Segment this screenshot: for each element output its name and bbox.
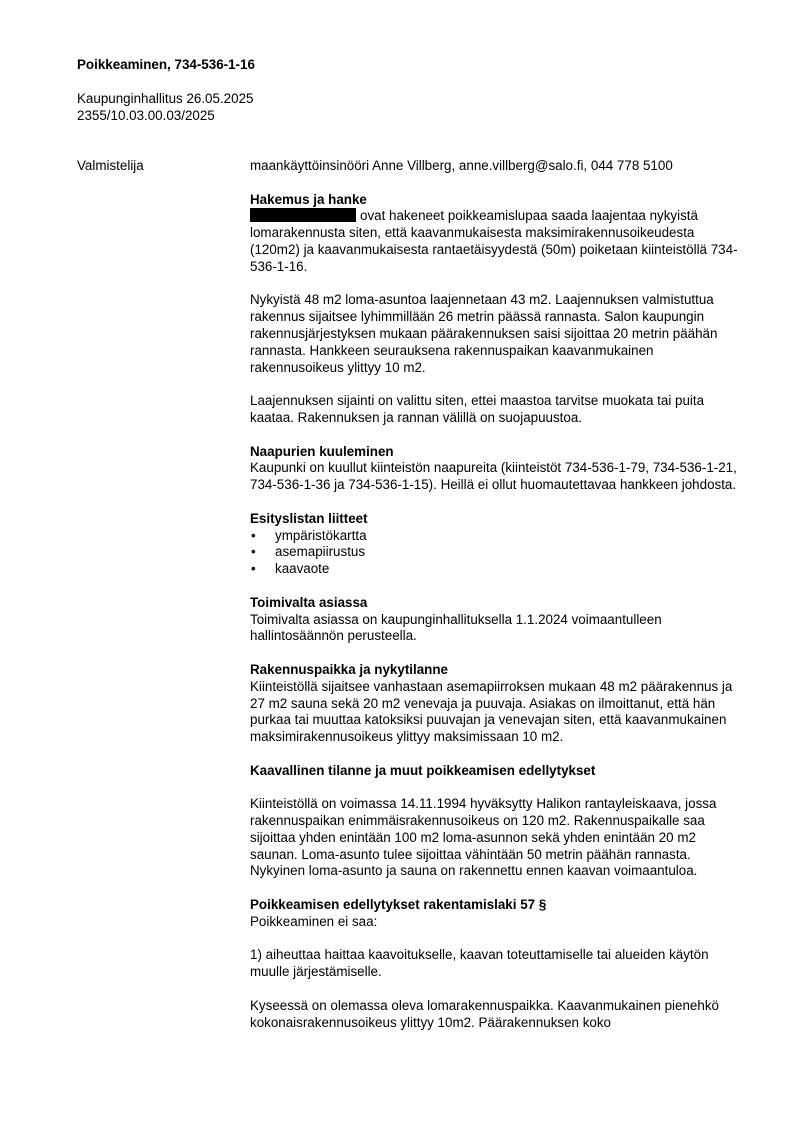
edellytykset-intro: Poikkeaminen ei saa: [250,913,378,929]
hakemus-paragraph-2: Nykyistä 48 m2 loma-asuntoa laajennetaan 43 m2. Laajennuksen valmistuttua rakennus sijaitsee lyhimmillään 26 metrin päässä rannasta. Salon kaupungin rakennusjärjestyksen mukaan päärakennuksen saisi sijoittaa 20 metrin päähän rannasta. Hankkeen seurauksena rakennuspaikan kaavanmukainen rakennusoikeus ylittyy 10 m2. [250,292,718,375]
meeting-name: Kaupunginhallitus 26.05.2025 [77,91,254,106]
heading-naapurit: Naapurien kuuleminen [250,443,394,459]
record-number: 2355/10.03.00.03/2025 [77,107,215,123]
attachment-label: asemapiirustus [275,544,366,560]
hakemus-p1-text: ovat hakeneet poikkeamislupaa saada laajentaa nykyistä lomarakennusta siten, että kaavanmukaisesta maksimirakennusoikeudesta (120m2) ja kaavanmukaisesta rantaetäisyydestä (50m) poiketaan kiinteistöllä 734-536-1-16. [250,208,738,274]
heading-edellytykset: Poikkeamisen edellytykset rakentamislaki 57 § [250,897,547,913]
preparer-value: maankäyttöinsinööri Anne Villberg, anne.villberg@salo.fi, 044 778 5100 [250,158,673,173]
heading-liitteet: Esityslistan liitteet [250,510,368,526]
attachment-label: ympäristökartta [275,527,367,543]
preparer-label: Valmistelija [77,158,144,173]
redaction-bar [250,208,356,222]
heading-hakemus: Hakemus ja hanke [250,191,367,207]
toimivalta-paragraph: Toimivalta asiassa on kaupunginhallituksella 1.1.2024 voimaantulleen hallintosäännön perusteella. [250,611,662,644]
document-title: Poikkeaminen, 734-536-1-16 [77,57,255,72]
bullet-icon: • [251,544,256,560]
hakemus-paragraph-1 [250,208,738,275]
list-item [250,528,738,545]
bullet-icon: • [251,527,256,543]
naapurit-paragraph: Kaupunki on kuullut kiinteistön naapureita (kiinteistöt 734-536-1-79, 734-536-1-21, 734-536-1-36 ja 734-536-1-15). Heillä ei ollut huomautettavaa hankkeen johdosta. [250,460,737,493]
main-content [250,158,738,1031]
heading-rakennuspaikka: Rakennuspaikka ja nykytilanne [250,661,448,677]
edellytykset-paragraph-2: Kyseessä on olemassa oleva lomarakennuspaikka. Kaavanmukainen pienehkö kokonaisrakennusoikeus ylittyy 10m2. Päärakennuksen koko [250,997,719,1030]
attachment-list [250,528,738,578]
list-item [250,544,738,561]
bullet-icon: • [251,561,256,577]
hakemus-paragraph-3: Laajennuksen sijainti on valittu siten, ettei maastoa tarvitse muokata tai puita kaataa. Rakennuksen ja rannan välillä on suojapuustoa. [250,393,705,425]
meeting-info [77,91,253,125]
heading-toimivalta: Toimivalta asiassa [250,594,368,610]
rakennuspaikka-paragraph: Kiinteistöllä sijaitsee vanhastaan asemapiirroksen mukaan 48 m2 päärakennus ja 27 m2 sauna sekä 20 m2 venevaja ja puuvaja. Asiakas on ilmoittanut, että hän purkaa tai muuttaa katoksiksi puuvajan ja venevajan siten, että kaavanmukainen maksimirakennusoikeus ylittyy maksimissaan 10 m2. [250,678,733,745]
attachment-label: kaavaote [275,561,330,577]
list-item [250,561,738,578]
edellytykset-item-1: 1) aiheuttaa haittaa kaavoitukselle, kaavan toteuttamiselle tai alueiden käytön muulle järjestämiselle. [250,947,709,980]
heading-kaavallinen: Kaavallinen tilanne ja muut poikkeamisen edellytykset [250,762,596,778]
kaavallinen-paragraph: Kiinteistöllä on voimassa 14.11.1994 hyväksytty Halikon rantayleiskaava, jossa rakennuspaikan enimmäisrakennusoikeus on 120 m2. Rakennuspaikalle saa sijoittaa yhden enintään 100 m2 loma-asunnon sekä yhden enintään 20 m2 saunan. Loma-asunto tulee sijoittaa vähintään 50 metrin päähän rannasta. Nykyinen loma-asunto ja sauna on rakennettu ennen kaavan voimaantuloa. [250,796,717,879]
